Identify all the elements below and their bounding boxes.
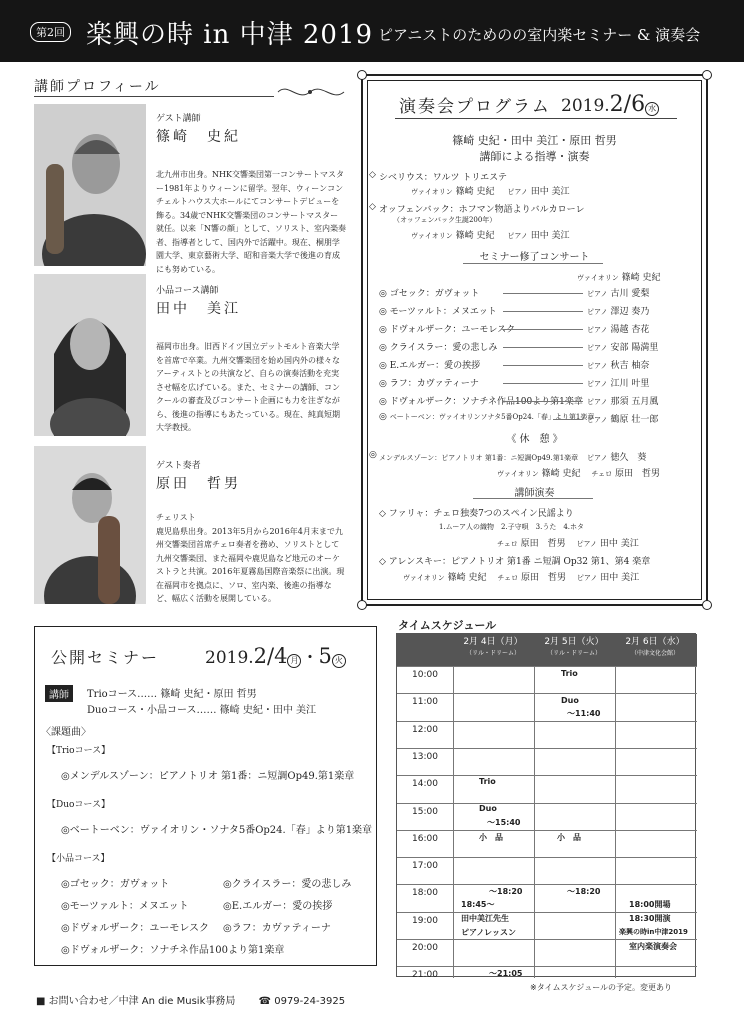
performer-name: 原田 哲男 <box>615 469 661 479</box>
contact-phone: 0979-24-3925 <box>274 996 346 1007</box>
performer-role: ピアノ <box>587 308 608 316</box>
duo-course-heading: 【Duoコース】 <box>47 800 110 810</box>
program-item-performers <box>497 536 639 549</box>
schedule-time-row <box>397 912 697 939</box>
schedule-time-row <box>397 830 697 857</box>
leader-line <box>503 365 583 366</box>
performer-role: ピアノ <box>587 454 608 462</box>
performer-name: 鶴原 壮一郎 <box>610 415 659 425</box>
schedule-day-header <box>535 637 613 659</box>
performer-name: 田中 美江 <box>599 539 639 549</box>
schedule-event: ピアノレッスン <box>461 928 516 937</box>
seminar-date <box>205 643 346 668</box>
leader-line <box>503 293 583 294</box>
schedule-event: 室内楽演奏会 <box>629 942 677 951</box>
double-circle-icon: ◎ <box>379 361 390 371</box>
performer-role: ピアノ <box>587 290 608 298</box>
double-circle-icon: ◎ <box>379 397 390 407</box>
performer-name: 原田 哲男 <box>521 573 567 583</box>
schedule-event: Duo <box>479 804 497 813</box>
performer-name: 秋吉 柚奈 <box>610 361 650 371</box>
performer-name: 田中 美江 <box>530 187 570 197</box>
instructor-bio: 鹿児島県出身。2013年5月から2016年4月末まで九州交響楽団首席チェロ奏者を務め、ソリストとして九州交響楽団、また福岡や鹿児島など地元のオーケストラと共演。2016年夏霧島国際音楽祭に出演。現在福岡市を拠点に、ソロ、室内楽、後進の指導など、幅広く活動を展開している。 <box>156 526 345 603</box>
program-title: 演奏会プログラム <box>399 97 551 117</box>
schedule-event: 小 品 <box>557 833 581 842</box>
schedule-time-label: 18:00 <box>412 888 438 899</box>
header-banner <box>0 0 744 62</box>
contact-footer <box>36 992 345 1007</box>
small-course-piece: ◎ドヴォルザーク：ユーモレスク <box>61 923 210 934</box>
program-date <box>561 92 659 117</box>
performer-role: ピアノ <box>587 380 608 388</box>
program-item-movements <box>439 522 584 532</box>
leader-line <box>553 419 583 420</box>
ornament-icon <box>276 80 346 104</box>
leader-line <box>503 329 583 330</box>
concert-item-title: ベートーベン：ヴァイオリンソナタ5番Op24.「春」より第1楽章 <box>389 413 595 421</box>
performer-role: ヴァイオリン <box>411 188 453 196</box>
performer-role: ピアノ <box>587 398 608 406</box>
schedule-event: 田中美江先生 <box>461 914 509 923</box>
corner-ornament-icon <box>357 70 367 80</box>
concert-heading-rule <box>463 263 603 264</box>
schedule-event: 〜18:20 <box>489 887 523 896</box>
lecturer-line: Duoコース・小品コース…… 篠崎 史紀・田中 美江 <box>87 705 317 716</box>
instructor-name: 田中 美江 <box>156 301 241 317</box>
instructor-bio-role: チェリスト <box>156 513 196 522</box>
double-circle-icon: ◎ <box>379 343 390 353</box>
schedule-time-label: 14:00 <box>412 779 438 790</box>
program-item-note <box>393 215 496 225</box>
performer-role: ピアノ <box>576 540 598 548</box>
small-course-piece: ◎モーツァルト：メヌエット <box>61 901 189 912</box>
performer-name: 篠崎 史紀 <box>455 187 495 197</box>
performer-role: ヴァイオリン <box>411 232 453 240</box>
schedule-event: 小 品 <box>479 833 503 842</box>
concert-item-title: ラフ：カヴァティーナ <box>389 379 479 389</box>
program-item-title: ファリャ：チェロ独奏7つのスペイン民謡より <box>388 509 574 519</box>
concert-item-performer <box>587 322 649 335</box>
schedule-time-label: 12:00 <box>412 724 438 735</box>
concert-heading: セミナー修了コンサート <box>479 252 590 263</box>
performer-role: ピアノ <box>587 326 608 334</box>
day-date: 2月 6日（水） <box>625 637 685 647</box>
performer-role: ピアノ <box>587 416 608 424</box>
performer-name: 古川 愛梨 <box>610 289 650 299</box>
schedule-event: 楽興の時in中津2019 <box>619 928 688 936</box>
small-course-heading: 【小品コース】 <box>47 854 110 864</box>
schedule-event: 18:00開場 <box>629 900 671 909</box>
event-title: 楽興の時 in 中津 2019 <box>86 20 374 50</box>
concert-violinist <box>577 270 660 283</box>
corner-ornament-icon <box>357 600 367 610</box>
program-item-title: アレンスキー：ピアノトリオ 第1番 ニ短調 Op32 第1、第4 楽章 <box>388 557 651 567</box>
program-item-performers <box>403 570 639 583</box>
performer-role: ヴァイオリン <box>403 574 445 582</box>
performer-role: チェロ <box>497 574 519 582</box>
program-item-title: シベリウス：ワルツ トリエステ <box>379 173 507 183</box>
schedule-time-row <box>397 803 697 830</box>
schedule-table <box>396 633 696 981</box>
performer-role: ピアノ <box>587 362 608 370</box>
trio-course-heading: 【Trioコース】 <box>47 746 111 756</box>
small-course-piece: ◎ゴセック：ガヴォット <box>61 879 170 890</box>
seminar-weekday-a: 月 <box>287 654 301 668</box>
concert-item-title: ドヴォルザーク：ユーモレスク <box>389 325 516 335</box>
small-course-piece: ◎ドヴォルザーク：ソナチネ作品100より第1楽章 <box>61 945 285 956</box>
schedule-time-row <box>397 775 697 802</box>
public-seminar-box <box>34 626 377 966</box>
performer-name: 那須 五月風 <box>610 397 659 407</box>
schedule-time-label: 17:00 <box>412 861 438 872</box>
program-item-title: メンデルスゾーン：ピアノトリオ 第1番：ニ短調Op49.第1楽章 <box>379 454 579 462</box>
duo-piece: ◎ベートーベン：ヴァイオリン・ソナタ5番Op24.「春」より第1楽章 <box>61 825 373 836</box>
lecturer-line: Trioコース…… 篠崎 史紀・原田 哲男 <box>87 689 257 700</box>
seminar-date-year: 2019. <box>205 648 254 668</box>
program-weekday: 水 <box>645 102 659 116</box>
program-item <box>379 506 574 519</box>
day-date: 2月 4日（月） <box>463 637 523 647</box>
leader-line <box>503 347 583 348</box>
profile-heading-rule <box>34 96 274 97</box>
program-item-performers <box>497 466 660 479</box>
schedule-time-label: 21:00 <box>412 970 438 981</box>
instructor-photo-shinozaki <box>34 104 146 266</box>
schedule-time-label: 11:00 <box>412 697 438 708</box>
concert-item <box>379 304 497 317</box>
schedule-event: 〜15:40 <box>487 818 521 827</box>
schedule-time-row <box>397 884 697 911</box>
schedule-event: Trio <box>561 669 578 678</box>
instructor-photo-harada <box>34 446 146 604</box>
program-item <box>379 554 650 567</box>
instructor-bio: 福岡市出身。旧西ドイツ国立デットモルト音楽大学を首席で卒業。九州交響楽団を始め国内外の様々なアーティストとの共演など、自らの演奏活動を充実させ幅を広げている。また、セミナーの講師、コンクールの審査及びコンサート企画にも力を注ぎながら、後進の指導にもあたっている。現在、純真短期大学教授。 <box>156 342 340 432</box>
concert-program-box <box>361 74 708 606</box>
schedule-time-label: 15:00 <box>412 806 438 817</box>
performer-name: 原田 哲男 <box>520 539 566 549</box>
small-course-piece: ◎ラフ：カヴァティーナ <box>223 923 331 934</box>
program-subtitle: 講師による指導・演奏 <box>479 150 590 163</box>
schedule-time-label: 20:00 <box>412 943 438 953</box>
performer-name: 湯越 杏花 <box>610 325 650 335</box>
schedule-event: 〜11:40 <box>567 709 601 718</box>
contact-text: ■ お問い合わせ／中津 An die Musik事務局 <box>36 996 236 1007</box>
schedule-note: ※タイムスケジュールの予定。変更あり <box>530 983 673 992</box>
instructor-role: ゲスト奏者 <box>156 461 201 471</box>
program-item-performers <box>411 184 570 197</box>
schedule-time-row <box>397 693 697 720</box>
schedule-day-header <box>454 637 532 659</box>
schedule-day-header <box>616 637 694 659</box>
seminar-date-sep: ・ <box>301 648 319 668</box>
schedule-title: タイムスケジュール <box>398 619 497 632</box>
performer-name: 篠崎 史紀 <box>621 273 661 283</box>
day-venue: （中津文化会館） <box>630 650 679 657</box>
performer-name: 徳久 葵 <box>610 453 647 463</box>
concert-item-title: ドヴォルザーク：ソナチネ作品100より第1楽章 <box>389 397 583 407</box>
instructor-name: 原田 哲男 <box>156 476 241 492</box>
concert-item-title: ゴセック：ガヴォット <box>389 289 480 299</box>
performer-name: 安部 陽満里 <box>610 343 659 353</box>
schedule-header-row <box>397 634 697 666</box>
performer-role: ピアノ <box>507 232 528 240</box>
schedule-event: Duo <box>561 696 579 705</box>
seminar-date-day-b: 5 <box>318 644 332 668</box>
concert-item <box>379 376 479 389</box>
concert-item <box>379 286 479 299</box>
corner-ornament-icon <box>702 600 712 610</box>
performer-name: 田中 美江 <box>530 231 570 241</box>
diamond-icon: ◇ <box>369 170 376 180</box>
program-item <box>379 202 584 215</box>
diamond-icon: ◇ <box>379 557 389 567</box>
performer-role: チェロ <box>591 470 613 478</box>
concert-item-title: E.エルガー：愛の挨拶 <box>389 361 481 371</box>
leader-line <box>503 311 583 312</box>
concert-item-performer <box>587 304 649 317</box>
instructor-profile-2 <box>156 283 346 435</box>
schedule-time-row <box>397 721 697 748</box>
program-performers: 篠崎 史紀・田中 美江・原田 哲男 <box>452 134 617 147</box>
double-circle-icon: ◎ <box>379 379 390 389</box>
leader-line <box>503 401 583 402</box>
concert-item <box>379 340 497 353</box>
day-venue: （リル・ドリーム） <box>465 650 520 657</box>
schedule-time-row <box>397 939 697 966</box>
schedule-event: Trio <box>479 777 496 786</box>
schedule-time-label: 13:00 <box>412 751 438 762</box>
seminar-weekday-b: 火 <box>332 654 346 668</box>
small-course-piece: ◎E.エルガー：愛の挨拶 <box>223 901 333 912</box>
instructor-role: 小品コース講師 <box>156 286 219 296</box>
schedule-event: 18:30開演 <box>629 914 671 923</box>
corner-ornament-icon <box>702 70 712 80</box>
double-circle-icon: ◎ <box>379 289 390 299</box>
instructor-heading-rule <box>473 498 593 499</box>
schedule-time-row <box>397 748 697 775</box>
small-course-piece: ◎クライスラー：愛の悲しみ <box>223 879 352 890</box>
day-venue: （リル・ドリーム） <box>546 650 601 657</box>
diamond-icon: ◇ <box>369 202 376 212</box>
schedule-time-label: 19:00 <box>412 915 438 926</box>
schedule-event: 〜21:05 <box>489 969 523 978</box>
performer-role: ピアノ <box>576 574 598 582</box>
instructor-profile-1 <box>156 111 346 276</box>
double-circle-icon: ◎ <box>369 450 377 460</box>
profile-heading: 講師プロフィール <box>34 79 161 95</box>
performer-name: 篠崎 史紀 <box>541 469 581 479</box>
concert-item-performer <box>587 376 649 389</box>
program-item-note-text: （オッフェンバック生誕200年） <box>393 216 497 224</box>
instructor-role: ゲスト講師 <box>156 114 201 124</box>
performer-name: 江川 叶里 <box>610 379 650 389</box>
concert-item-performer <box>587 358 649 371</box>
program-date-year: 2019. <box>561 96 610 116</box>
program-date-day: 2/6 <box>609 92 646 117</box>
double-circle-icon: ◎ <box>379 412 390 422</box>
double-circle-icon: ◎ <box>379 325 390 335</box>
instructor-photo-tanaka <box>34 274 146 436</box>
schedule-event: 18:45〜 <box>461 900 495 909</box>
concert-item-title: モーツァルト：メヌエット <box>389 307 497 317</box>
works-heading: 〈課題曲〉 <box>41 727 91 738</box>
program-item <box>379 170 507 183</box>
performer-role: ヴァイオリン <box>497 470 539 478</box>
diamond-icon: ◇ <box>379 509 389 519</box>
performer-role: ピアノ <box>587 344 608 352</box>
double-circle-icon: ◎ <box>379 307 390 317</box>
movements-text: 1.ムーア人の織物 2.子守唄 3.うた 4.ホタ <box>439 523 585 531</box>
concert-item-performer <box>587 340 658 353</box>
concert-item-performer <box>587 394 658 407</box>
program-item-title: オッフェンバック：ホフマン物語よりバルカローレ <box>379 205 585 215</box>
instructor-performance-heading: 講師演奏 <box>514 488 555 499</box>
lecturer-tag: 講師 <box>45 685 73 702</box>
leader-line <box>503 383 583 384</box>
concert-item-title: クライスラー：愛の悲しみ <box>389 343 498 353</box>
round-badge: 第2回 <box>30 22 71 42</box>
instructor-name: 篠崎 史紀 <box>156 129 241 145</box>
performer-name: 田中 美江 <box>600 573 640 583</box>
seminar-title: 公開セミナー <box>51 648 160 667</box>
intermission: 《 休 憩 》 <box>506 434 563 445</box>
instructor-bio: 北九州市出身。NHK交響楽団第一コンサートマスター1981年よりウィーンに留学。翌年、ウィーンコンチェルトハウス大ホールにてコンサートデビューを飾る。34歳でNHK交響楽団のコンサートマスター就任。以来「N響の顔」として、ソリスト、室内楽奏者、指導者として、国内外で活躍中。現在、桐朋学園大学、東京藝術大学、昭和音楽大学で後進の育成にも努めている。 <box>156 170 346 274</box>
performer-role: ピアノ <box>507 188 528 196</box>
concert-item <box>379 322 515 335</box>
schedule-time-label: 10:00 <box>412 670 438 680</box>
program-item-performers <box>411 228 570 241</box>
concert-item-performer <box>587 286 649 299</box>
schedule-time-row <box>397 857 697 884</box>
performer-name: 篠崎 史紀 <box>455 231 495 241</box>
program-title-rule <box>395 118 677 119</box>
instructor-profile-3 <box>156 458 346 606</box>
performer-name: 澤辺 奏乃 <box>610 307 650 317</box>
schedule-time-row <box>397 666 697 693</box>
performer-role: チェロ <box>497 540 518 548</box>
phone-icon: ☎ <box>258 996 272 1007</box>
concert-item-performer <box>587 412 658 425</box>
performer-name: 篠崎 史紀 <box>447 573 487 583</box>
concert-item <box>379 358 480 371</box>
program-item <box>379 450 646 463</box>
trio-piece: ◎メンデルスゾーン：ピアノトリオ 第1番：ニ短調Op49.第1楽章 <box>61 771 355 782</box>
seminar-date-day-a: 2/4 <box>253 644 288 668</box>
performer-role: ヴァイオリン <box>577 274 619 282</box>
schedule-time-label: 16:00 <box>412 833 438 844</box>
schedule-event: 〜18:20 <box>567 887 601 896</box>
event-subtitle: ピアニストのためのの室内楽セミナー & 演奏会 <box>378 26 701 44</box>
day-date: 2月 5日（火） <box>544 637 604 647</box>
concert-item <box>379 412 594 422</box>
